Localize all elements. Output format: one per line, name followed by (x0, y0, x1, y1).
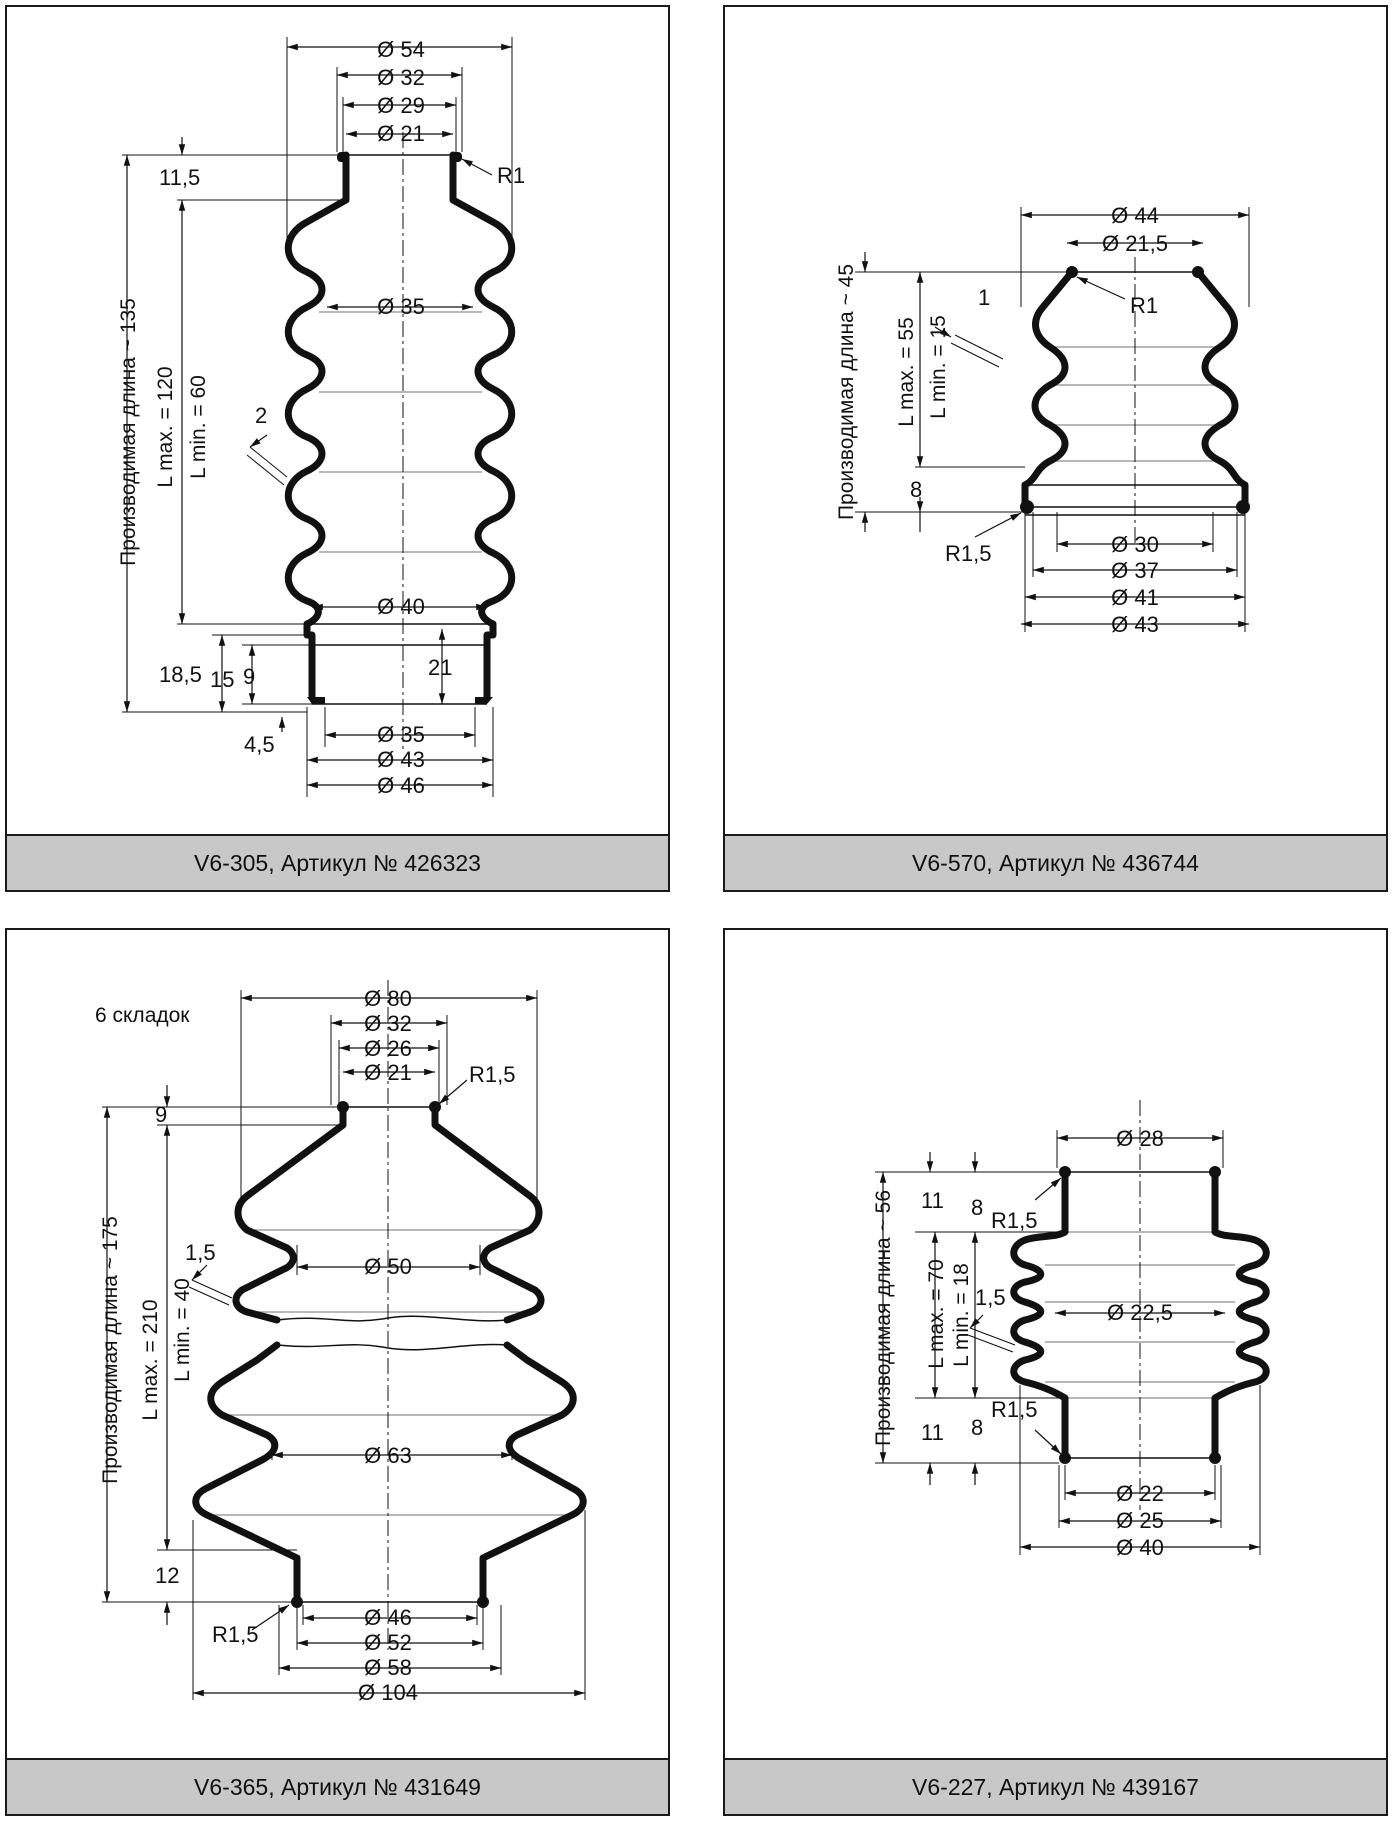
label-lmax: L max. = 210 (139, 1299, 162, 1421)
dim-d46: Ø 46 (364, 1605, 412, 1630)
dim-d63: Ø 63 (364, 1443, 412, 1468)
dim-wall-15: 1,5 (975, 1285, 1006, 1310)
dim-d29: Ø 29 (377, 93, 425, 118)
label-lmin: L min. = 15 (927, 315, 950, 419)
dim-h21: 21 (428, 655, 453, 680)
dim-h115: 11,5 (159, 165, 201, 190)
panel-caption: V6-365, Артикул № 431649 (7, 1758, 668, 1814)
dim-wall-1: 1 (978, 285, 991, 310)
dim-d32: Ø 32 (377, 65, 425, 90)
drawing-panel-v6-305 (5, 5, 670, 892)
dim-d225: Ø 22,5 (1106, 1300, 1174, 1325)
bellows-drawing (725, 930, 1390, 1763)
label-production-length: Производимая длина ~ 175 (99, 1216, 122, 1484)
dim-d44: Ø 44 (1111, 203, 1159, 228)
dim-d215: Ø 21,5 (1101, 231, 1169, 256)
drawing-panel-v6-227 (723, 928, 1388, 1816)
drawing-panel-v6-365 (5, 928, 670, 1816)
label-production-length: Производимая длина ~ 56 (872, 1189, 895, 1447)
dim-d41: Ø 41 (1111, 585, 1159, 610)
label-lmin: L min. = 60 (187, 375, 210, 479)
label-r15-bottom: R1,5 (991, 1397, 1038, 1422)
label-r1: R1 (1130, 293, 1159, 318)
dim-d30: Ø 30 (1111, 532, 1159, 557)
dim-h9: 9 (243, 664, 256, 689)
panel-caption: V6-227, Артикул № 439167 (725, 1758, 1386, 1814)
panel-caption: V6-570, Артикул № 436744 (725, 834, 1386, 890)
dim-d21: Ø 21 (377, 121, 425, 146)
label-r1: R1 (497, 163, 526, 188)
label-lmax: L max. = 70 (925, 1259, 948, 1369)
dim-d35: Ø 35 (377, 722, 425, 747)
label-lmax: L max. = 120 (154, 366, 177, 488)
bellows-drawing (7, 7, 672, 839)
label-lmax: L max. = 55 (895, 317, 918, 427)
dim-h8-bottom: 8 (971, 1415, 984, 1440)
dim-h12: 12 (155, 1563, 180, 1588)
dim-h8-top: 8 (971, 1195, 984, 1220)
dim-d58: Ø 58 (364, 1655, 412, 1680)
dim-h9: 9 (155, 1102, 168, 1127)
dim-d21: Ø 21 (364, 1060, 412, 1085)
dim-d26: Ø 26 (364, 1036, 412, 1061)
label-r15-bottom: R1,5 (212, 1622, 259, 1647)
label-production-length: Производимая длина ~ 45 (835, 263, 858, 521)
dim-d37: Ø 37 (1111, 558, 1159, 583)
label-lmin: L min. = 40 (171, 1278, 194, 1382)
dim-h15: 15 (210, 667, 235, 692)
dim-d46: Ø 46 (377, 773, 425, 798)
dim-h8: 8 (910, 477, 923, 502)
dim-d40: Ø 40 (377, 594, 425, 619)
dim-d40: Ø 40 (1116, 1535, 1164, 1560)
label-r15-top: R1,5 (469, 1062, 516, 1087)
label-folds: 6 складок (95, 1004, 190, 1027)
dim-d50: Ø 50 (364, 1254, 412, 1279)
dim-d43: Ø 43 (377, 747, 425, 772)
panel-caption: V6-305, Артикул № 426323 (7, 834, 668, 890)
dim-wall-2: 2 (255, 403, 268, 428)
dim-d25: Ø 25 (1116, 1508, 1164, 1533)
dim-d52: Ø 52 (364, 1630, 412, 1655)
dim-h11-top: 11 (921, 1188, 944, 1213)
dim-d54: Ø 54 (377, 37, 425, 62)
dim-d35-inner: Ø 35 (377, 294, 425, 319)
dim-wall-15: 1,5 (185, 1240, 216, 1265)
dim-d43: Ø 43 (1111, 612, 1159, 637)
bellows-drawing (7, 930, 672, 1763)
dim-d28: Ø 28 (1116, 1126, 1164, 1151)
label-production-length: Производимая длина ~ 135 (117, 298, 140, 566)
dim-h45: 4,5 (244, 732, 275, 757)
dim-d22: Ø 22 (1116, 1481, 1164, 1506)
drawing-panel-v6-570 (723, 5, 1388, 892)
dim-d32: Ø 32 (364, 1011, 412, 1036)
dim-h11-bottom: 11 (921, 1420, 944, 1445)
bellows-drawing (725, 7, 1390, 839)
label-r15: R1,5 (945, 541, 992, 566)
dim-d104: Ø 104 (358, 1680, 418, 1705)
dim-d80: Ø 80 (364, 986, 412, 1011)
label-lmin: L min. = 18 (950, 1263, 973, 1367)
label-r15-top: R1,5 (991, 1208, 1038, 1233)
dim-h185: 18,5 (159, 662, 202, 687)
